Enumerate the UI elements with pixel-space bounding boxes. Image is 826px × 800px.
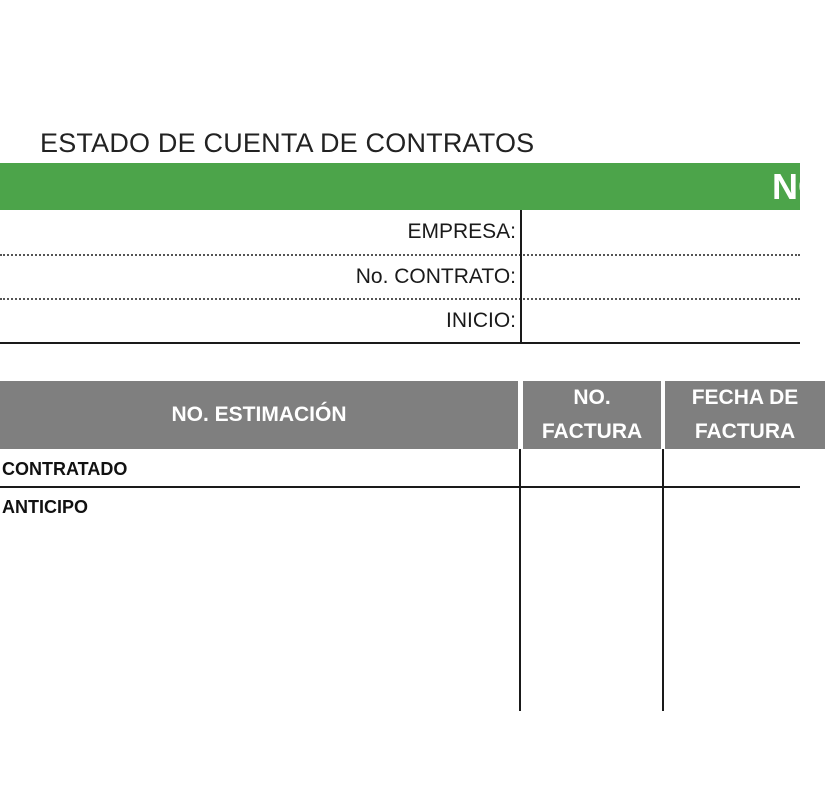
info-column-divider: [520, 210, 522, 344]
info-row-empresa: [0, 210, 800, 255]
header-fecha-factura-line1: FECHA DE: [691, 386, 799, 409]
inicio-label: INICIO:: [445, 309, 516, 332]
header-fecha-factura: [665, 381, 825, 449]
info-bottom-border: [0, 342, 800, 344]
info-row-inicio: [0, 299, 800, 344]
contrato-label: No. CONTRATO:: [355, 265, 516, 288]
column-divider: [519, 449, 521, 711]
header-no-factura-line1: NO.: [573, 386, 611, 409]
contrato-value[interactable]: [524, 255, 800, 300]
row-label-anticipo: ANTICIPO: [2, 497, 89, 517]
header-no-factura: [523, 381, 661, 449]
empresa-label: EMPRESA:: [407, 220, 516, 243]
header-no-estimacion-label: NO. ESTIMACIÓN: [171, 403, 347, 426]
title-banner: [0, 163, 826, 210]
inicio-value[interactable]: [524, 299, 800, 344]
column-divider: [662, 449, 664, 711]
header-no-estimacion: [0, 381, 518, 449]
row-label-contratado: CONTRATADO: [2, 459, 128, 479]
document-title: ESTADO DE CUENTA DE CONTRATOS: [40, 128, 535, 158]
row-divider: [0, 486, 800, 488]
header-no-factura-line2: FACTURA: [541, 420, 643, 443]
banner-text: NO: [772, 166, 826, 207]
empresa-value[interactable]: [524, 210, 800, 255]
header-fecha-factura-line2: FACTURA: [694, 420, 796, 443]
info-row-contrato: [0, 255, 800, 300]
